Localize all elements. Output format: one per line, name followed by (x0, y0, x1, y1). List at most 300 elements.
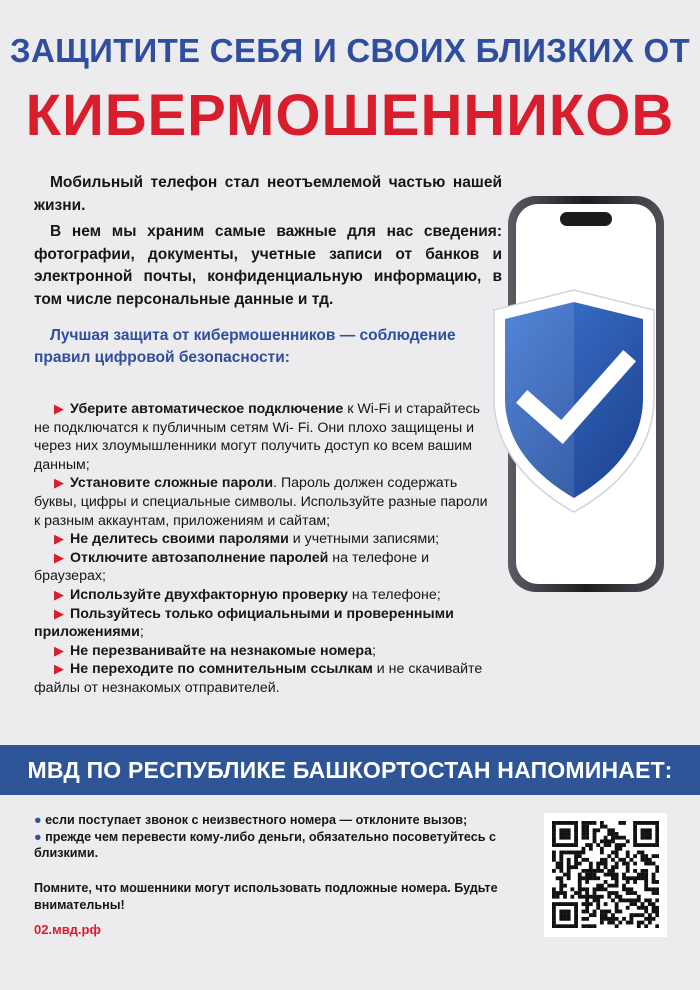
qr-module (652, 917, 656, 921)
qr-module (626, 854, 630, 858)
qr-module (655, 910, 659, 914)
qr-module (596, 887, 600, 891)
qr-module (607, 869, 611, 873)
qr-module (567, 876, 571, 880)
qr-module (600, 858, 604, 862)
qr-module (563, 917, 567, 921)
rule-text: к Wi-Fi и старайтесь не подключатся к публичным сетям Wi- Fi. Они плохо защищены и через них злоумышленники могут получить доступ ко всем вашим данным; (34, 401, 481, 473)
qr-module (611, 858, 615, 862)
qr-module (641, 902, 645, 906)
qr-module (644, 876, 648, 880)
qr-module (637, 924, 641, 928)
qr-module (641, 828, 645, 832)
qr-module (644, 843, 648, 847)
qr-module (593, 910, 597, 914)
qr-module (648, 898, 652, 902)
qr-module (604, 839, 608, 843)
qr-module (574, 825, 578, 829)
qr-module (652, 873, 656, 877)
qr-module (570, 887, 574, 891)
qr-module (641, 836, 645, 840)
qr-module (559, 854, 563, 858)
qr-module (567, 902, 571, 906)
best-protection-text: Лучшая защита от кибермошенников — соблюдение правил цифровой безопасности: (34, 327, 456, 366)
qr-module (582, 828, 586, 832)
qr-module (567, 873, 571, 877)
qr-module (615, 902, 619, 906)
qr-module (633, 902, 637, 906)
qr-module (556, 891, 560, 895)
triangle-bullet-icon: ▶ (54, 475, 64, 491)
qr-module (648, 821, 652, 825)
qr-module (593, 924, 597, 928)
dot-bullet-icon: ● (34, 829, 46, 844)
qr-module (655, 891, 659, 895)
qr-module (574, 906, 578, 910)
qr-module (593, 873, 597, 877)
qr-module (585, 832, 589, 836)
qr-module (644, 828, 648, 832)
qr-module (648, 843, 652, 847)
rule-text: и не скачивайте файлы от незнакомых отправителей. (34, 661, 483, 696)
qr-module (559, 821, 563, 825)
qr-module (648, 887, 652, 891)
qr-module (626, 921, 630, 925)
qr-module (552, 828, 556, 832)
qr-module (626, 839, 630, 843)
qr-module (644, 832, 648, 836)
qr-module (615, 832, 619, 836)
website-link[interactable]: 02.мвд.рф (34, 922, 101, 937)
qr-module (629, 876, 633, 880)
qr-module (600, 851, 604, 855)
qr-module (648, 921, 652, 925)
qr-module (622, 843, 626, 847)
qr-module (626, 851, 630, 855)
qr-module (585, 828, 589, 832)
qr-module (622, 876, 626, 880)
qr-module (596, 828, 600, 832)
rule-item (34, 530, 494, 549)
qr-module (593, 895, 597, 899)
reminder-text: если поступает звонок с неизвестного номера — отклоните вызов; (45, 813, 468, 827)
triangle-bullet-icon: ▶ (54, 605, 64, 621)
qr-module (600, 821, 604, 825)
reminder-item (34, 812, 524, 829)
rule-bold: Не перезванивайте на незнакомые номера (70, 642, 372, 659)
qr-module (652, 821, 656, 825)
qr-module (644, 858, 648, 862)
qr-module (641, 876, 645, 880)
qr-module (618, 910, 622, 914)
qr-module (596, 906, 600, 910)
qr-module (637, 873, 641, 877)
qr-module (607, 854, 611, 858)
intro-text (34, 172, 502, 311)
qr-module (641, 906, 645, 910)
qr-module (570, 821, 574, 825)
qr-module (600, 887, 604, 891)
qr-module (578, 887, 582, 891)
qr-module (607, 884, 611, 888)
triangle-bullet-icon: ▶ (54, 531, 64, 547)
rule-bold: Уберите автоматическое подключение (70, 401, 344, 417)
qr-module (567, 851, 571, 855)
qr-module (596, 865, 600, 869)
qr-module (648, 828, 652, 832)
qr-module (611, 828, 615, 832)
qr-module (582, 910, 586, 914)
rules-list (34, 400, 494, 698)
qr-module (655, 880, 659, 884)
qr-module (607, 839, 611, 843)
qr-module (563, 913, 567, 917)
qr-module (600, 839, 604, 843)
qr-module (559, 917, 563, 921)
qr-module (641, 851, 645, 855)
qr-module (611, 851, 615, 855)
qr-module (615, 880, 619, 884)
qr-module (585, 902, 589, 906)
qr-module (641, 832, 645, 836)
qr-module (552, 825, 556, 829)
qr-module (648, 917, 652, 921)
qr-module (563, 851, 567, 855)
qr-module (552, 921, 556, 925)
qr-module (655, 821, 659, 825)
qr-module (600, 921, 604, 925)
qr-module (582, 869, 586, 873)
qr-module (578, 891, 582, 895)
qr-module (641, 869, 645, 873)
rule-bold: Отключите автозаполнение паролей (70, 549, 329, 566)
smartphone-illustration (490, 194, 665, 594)
qr-module (615, 924, 619, 928)
qr-module (567, 910, 571, 914)
qr-module (655, 869, 659, 873)
qr-module (655, 887, 659, 891)
qr-module (644, 917, 648, 921)
qr-module (559, 891, 563, 895)
qr-module (585, 821, 589, 825)
qr-module (644, 898, 648, 902)
qr-module (567, 828, 571, 832)
qr-module (626, 891, 630, 895)
qr-module (629, 921, 633, 925)
qr-module (567, 917, 571, 921)
qr-module (582, 825, 586, 829)
qr-module (574, 828, 578, 832)
qr-module (563, 910, 567, 914)
qr-module (589, 895, 593, 899)
qr-module (604, 917, 608, 921)
qr-module (644, 862, 648, 866)
qr-module (600, 869, 604, 873)
qr-module (604, 836, 608, 840)
qr-module (589, 902, 593, 906)
qr-module (593, 836, 597, 840)
qr-module (622, 858, 626, 862)
qr-module (655, 913, 659, 917)
qr-module (604, 880, 608, 884)
qr-module (556, 865, 560, 869)
qr-module (552, 913, 556, 917)
qr-module (585, 880, 589, 884)
qr-module (644, 821, 648, 825)
qr-module (615, 917, 619, 921)
qr-module (604, 873, 608, 877)
qr-module (604, 902, 608, 906)
qr-module (644, 906, 648, 910)
qr-module (629, 917, 633, 921)
qr-module (626, 869, 630, 873)
qr-module (559, 876, 563, 880)
qr-module (585, 876, 589, 880)
qr-module (648, 858, 652, 862)
qr-module (593, 828, 597, 832)
rule-text: . Пароль должен содержать буквы, цифры и специальные символы. Используйте разные пароли к разным аккаунтам, приложениям и сайтам; (34, 475, 488, 529)
qr-module (604, 862, 608, 866)
qr-module (607, 910, 611, 914)
triangle-bullet-icon: ▶ (54, 642, 64, 658)
qr-module (563, 924, 567, 928)
rule-bold: Пользуйтесь только официальными и проверенными приложениями (34, 605, 454, 641)
qr-module (600, 862, 604, 866)
qr-module (567, 924, 571, 928)
qr-module (574, 924, 578, 928)
qr-module (607, 895, 611, 899)
qr-module (652, 887, 656, 891)
qr-module (644, 884, 648, 888)
qr-module (644, 854, 648, 858)
qr-module (637, 843, 641, 847)
qr-module (567, 865, 571, 869)
qr-module (655, 898, 659, 902)
qr-module (615, 865, 619, 869)
rule-text: и учетными записями; (288, 531, 440, 548)
qr-module (585, 869, 589, 873)
qr-module (611, 917, 615, 921)
qr-module (607, 828, 611, 832)
qr-module (648, 902, 652, 906)
qr-module (578, 854, 582, 858)
qr-code-icon (552, 821, 659, 928)
qr-module (589, 865, 593, 869)
qr-module (604, 910, 608, 914)
qr-module (618, 843, 622, 847)
qr-module (652, 906, 656, 910)
qr-module (618, 895, 622, 899)
qr-module (570, 924, 574, 928)
rule-bold: Не переходите по сомнительным ссылкам (70, 661, 373, 678)
qr-module (574, 851, 578, 855)
title-line-1: ЗАЩИТИТЕ СЕБЯ И СВОИХ БЛИЗКИХ ОТ (10, 32, 690, 69)
qr-module (629, 913, 633, 917)
qr-module (589, 876, 593, 880)
qr-module (615, 891, 619, 895)
qr-module (648, 836, 652, 840)
qr-module (570, 895, 574, 899)
qr-module (582, 924, 586, 928)
qr-module (644, 836, 648, 840)
qr-module (593, 891, 597, 895)
qr-module (578, 862, 582, 866)
qr-code-box (544, 813, 667, 937)
qr-module (596, 902, 600, 906)
qr-module (582, 902, 586, 906)
qr-module (574, 836, 578, 840)
qr-module (559, 869, 563, 873)
rule-text: ; (139, 624, 144, 641)
qr-module (611, 913, 615, 917)
qr-module (567, 869, 571, 873)
qr-module (582, 876, 586, 880)
qr-module (611, 832, 615, 836)
qr-module (604, 865, 608, 869)
qr-module (637, 895, 641, 899)
qr-module (633, 836, 637, 840)
qr-module (611, 876, 615, 880)
rule-item (34, 400, 494, 474)
qr-module (618, 921, 622, 925)
qr-module (563, 828, 567, 832)
qr-module (574, 854, 578, 858)
qr-module (574, 832, 578, 836)
qr-module (589, 847, 593, 851)
qr-module (563, 821, 567, 825)
qr-module (607, 873, 611, 877)
qr-module (644, 887, 648, 891)
qr-module (596, 862, 600, 866)
qr-module (652, 854, 656, 858)
qr-module (604, 858, 608, 862)
qr-module (604, 913, 608, 917)
qr-module (559, 851, 563, 855)
qr-module (655, 825, 659, 829)
qr-module (593, 887, 597, 891)
qr-module (644, 873, 648, 877)
qr-module (618, 898, 622, 902)
qr-module (618, 821, 622, 825)
qr-module (629, 891, 633, 895)
qr-module (578, 876, 582, 880)
qr-module (552, 832, 556, 836)
qr-module (633, 821, 637, 825)
qr-module (596, 898, 600, 902)
qr-module (622, 917, 626, 921)
qr-module (559, 843, 563, 847)
qr-module (593, 913, 597, 917)
qr-module (585, 825, 589, 829)
qr-module (574, 839, 578, 843)
qr-module (582, 895, 586, 899)
qr-module (582, 832, 586, 836)
qr-module (600, 913, 604, 917)
qr-module (652, 880, 656, 884)
qr-module (552, 843, 556, 847)
qr-module (611, 921, 615, 925)
qr-module (582, 887, 586, 891)
qr-module (552, 924, 556, 928)
qr-module (589, 821, 593, 825)
qr-module (622, 836, 626, 840)
qr-module (655, 865, 659, 869)
qr-module (637, 906, 641, 910)
qr-module (655, 828, 659, 832)
qr-module (641, 843, 645, 847)
qr-module (552, 839, 556, 843)
qr-module (589, 873, 593, 877)
qr-module (563, 843, 567, 847)
qr-module (633, 828, 637, 832)
qr-module (615, 884, 619, 888)
qr-module (593, 832, 597, 836)
qr-module (574, 917, 578, 921)
qr-module (633, 825, 637, 829)
qr-module (582, 821, 586, 825)
rule-bold: Используйте двухфакторную проверку (70, 586, 348, 603)
qr-module (589, 869, 593, 873)
qr-module (600, 895, 604, 899)
qr-module (563, 895, 567, 899)
banner-text: МВД ПО РЕСПУБЛИКЕ БАШКОРТОСТАН НАПОМИНАЕТ: (27, 757, 673, 783)
qr-module (637, 821, 641, 825)
qr-module (637, 876, 641, 880)
qr-module (622, 862, 626, 866)
qr-module (559, 924, 563, 928)
qr-module (648, 862, 652, 866)
qr-module (578, 895, 582, 899)
qr-module (626, 880, 630, 884)
qr-module (589, 913, 593, 917)
qr-module (570, 865, 574, 869)
qr-module (563, 902, 567, 906)
qr-module (618, 858, 622, 862)
qr-module (615, 862, 619, 866)
qr-module (615, 895, 619, 899)
qr-module (552, 858, 556, 862)
qr-module (552, 887, 556, 891)
qr-module (552, 917, 556, 921)
qr-module (556, 862, 560, 866)
qr-module (611, 891, 615, 895)
qr-module (633, 832, 637, 836)
qr-module (611, 869, 615, 873)
qr-module (574, 891, 578, 895)
qr-module (585, 873, 589, 877)
qr-module (641, 821, 645, 825)
qr-module (578, 873, 582, 877)
qr-module (556, 876, 560, 880)
qr-module (593, 869, 597, 873)
qr-module (633, 876, 637, 880)
qr-module (655, 843, 659, 847)
qr-module (626, 876, 630, 880)
qr-module (618, 836, 622, 840)
qr-module (559, 862, 563, 866)
qr-module (574, 921, 578, 925)
qr-module (622, 821, 626, 825)
triangle-bullet-icon: ▶ (54, 661, 64, 677)
qr-module (578, 880, 582, 884)
qr-module (633, 891, 637, 895)
qr-module (559, 828, 563, 832)
qr-module (622, 873, 626, 877)
qr-module (644, 910, 648, 914)
qr-module (641, 854, 645, 858)
qr-module (648, 913, 652, 917)
triangle-bullet-icon: ▶ (54, 401, 64, 416)
